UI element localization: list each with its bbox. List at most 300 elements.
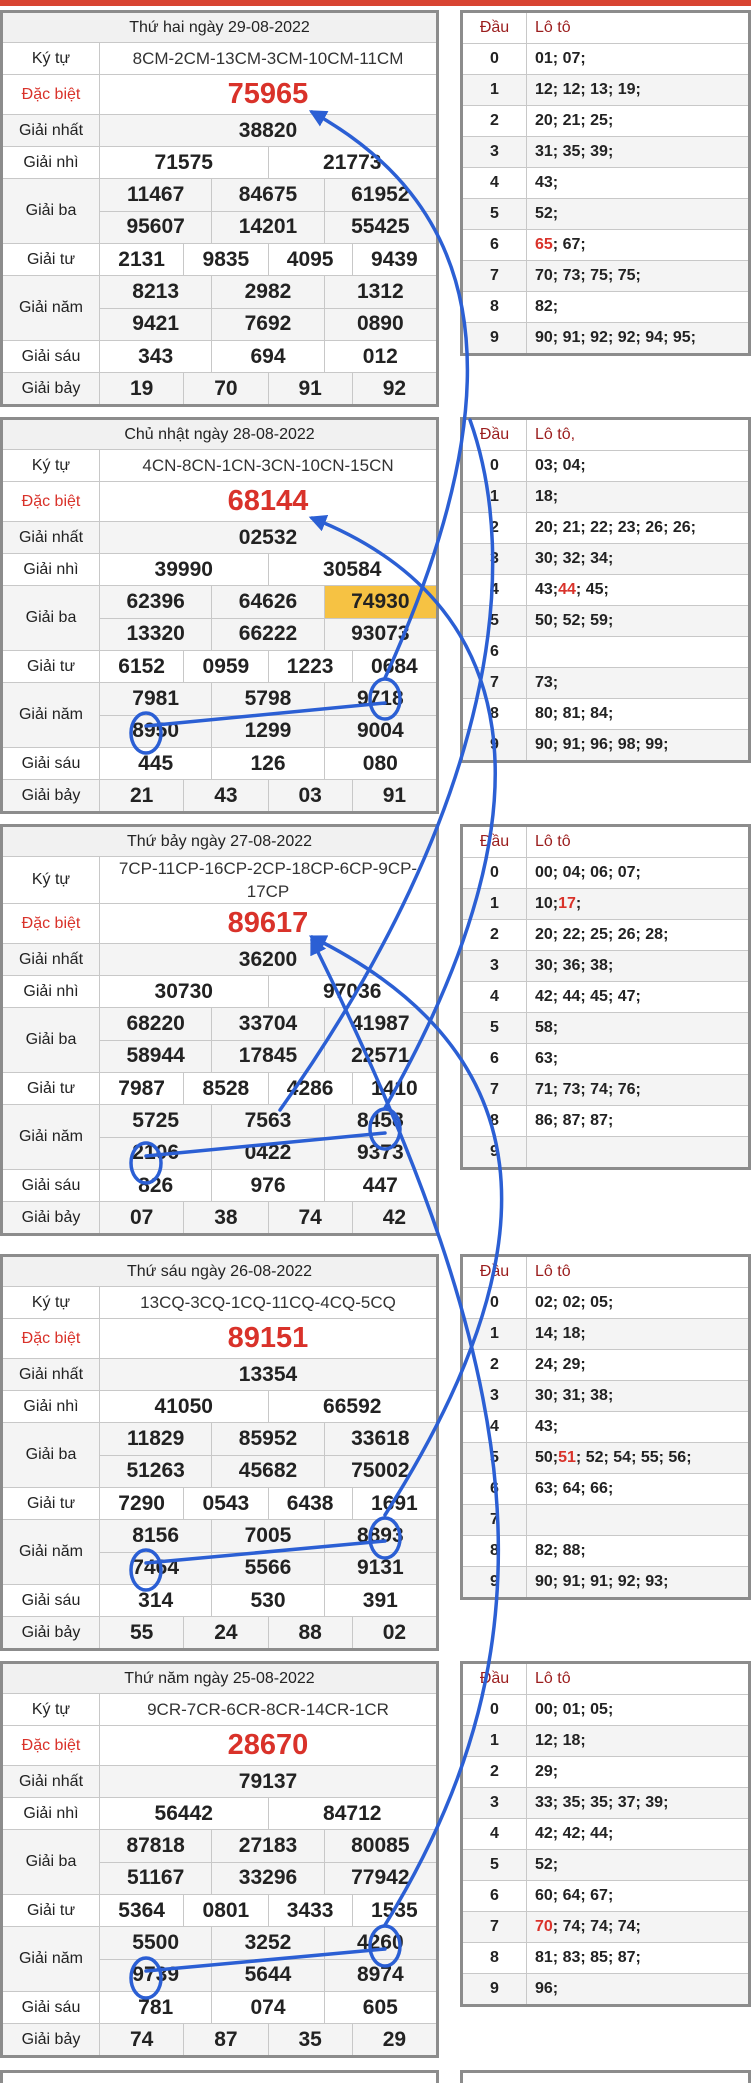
second-prize-number: 84712 xyxy=(268,1798,437,1829)
third-prize-number: 51263 xyxy=(126,1459,185,1483)
loto-row xyxy=(463,292,748,323)
fifth-prize-number: 7563 xyxy=(211,1105,323,1137)
row-label-giai-ba: Giải ba xyxy=(3,586,100,650)
loto-values: 50; 52; 59; xyxy=(535,612,614,629)
sixth-prize-number: 694 xyxy=(211,341,323,372)
loto-row xyxy=(463,1788,748,1819)
row-label-giai-nam: Giải năm xyxy=(3,1105,100,1169)
fourth-prize-number: 0801 xyxy=(183,1895,267,1926)
third-prize-number: 84675 xyxy=(211,179,323,211)
loto-values: 20; 21; 25; xyxy=(535,112,614,129)
loto-special-value: 44 xyxy=(558,581,576,598)
prize-values xyxy=(100,904,436,943)
prize-row-ky-tu xyxy=(3,43,436,75)
loto-head-column-label: Đầu xyxy=(463,827,527,857)
loto-head-digit: 3 xyxy=(463,137,527,167)
loto-row xyxy=(463,1943,748,1974)
fourth-prize-number: 7290 xyxy=(118,1491,165,1515)
loto-table xyxy=(460,417,751,763)
row-label-giai-sau: Giải sáu xyxy=(3,1992,100,2023)
loto-values xyxy=(527,889,748,919)
third-prize-number: 22571 xyxy=(324,1041,436,1073)
prize-row-giai-nhat xyxy=(3,522,436,554)
prize-values xyxy=(100,1105,436,1169)
loto-head-digit: 1 xyxy=(463,889,527,919)
loto-row xyxy=(463,1505,748,1536)
loto-values: 82; 88; xyxy=(535,1542,586,1559)
loto-head-digit: 8 xyxy=(463,699,527,729)
loto-values: 42; 42; 44; xyxy=(535,1825,614,1842)
special-prize-number: 68144 xyxy=(227,485,309,517)
loto-head-digit: 3 xyxy=(463,1381,527,1411)
prize-row-giai-tu xyxy=(3,1073,436,1105)
loto-values: 82; xyxy=(535,298,559,315)
prize-values xyxy=(100,522,436,553)
loto-values: 14; 18; xyxy=(535,1325,586,1342)
fifth-prize-number: 1299 xyxy=(211,716,323,748)
second-prize-number: 56442 xyxy=(154,1801,213,1825)
loto-row xyxy=(463,889,748,920)
fourth-prize-number: 2131 xyxy=(118,247,165,271)
row-label-giai-tu: Giải tư xyxy=(3,1073,100,1104)
fourth-prize-number: 9835 xyxy=(183,244,267,275)
loto-row xyxy=(463,1536,748,1567)
prize-row-giai-nhi xyxy=(3,976,436,1008)
loto-head-column-label: Đầu xyxy=(463,1664,527,1694)
loto-row xyxy=(463,1474,748,1505)
loto-head-digit: 4 xyxy=(463,982,527,1012)
draw-code: 4CN-8CN-1CN-3CN-10CN-15CN xyxy=(142,456,394,475)
prize-values xyxy=(100,1585,436,1616)
loto-head-digit: 2 xyxy=(463,1757,527,1787)
third-prize-number: 66222 xyxy=(211,619,323,651)
prize-values xyxy=(100,1895,436,1926)
row-label-giai-sau: Giải sáu xyxy=(3,748,100,779)
third-prize-number: 62396 xyxy=(126,589,185,613)
fifth-prize-number: 4260 xyxy=(324,1927,436,1959)
loto-values-post: ; 45; xyxy=(575,581,609,598)
prize-values xyxy=(100,1798,436,1829)
loto-head-digit: 6 xyxy=(463,1881,527,1911)
sixth-prize-number: 826 xyxy=(138,1173,174,1197)
loto-values: 71; 73; 74; 76; xyxy=(535,1081,641,1098)
loto-row xyxy=(463,920,748,951)
prize-values xyxy=(100,976,436,1007)
loto-head-digit: 4 xyxy=(463,575,527,605)
loto-head-digit: 4 xyxy=(463,1819,527,1849)
seventh-prize-number: 35 xyxy=(268,2024,352,2055)
special-prize-number: 89151 xyxy=(227,1322,309,1354)
prize-row-giai-ba xyxy=(3,1830,436,1895)
loto-values: 29; xyxy=(535,1763,559,1780)
third-prize-number: 55425 xyxy=(324,212,436,244)
prize-row-giai-sau xyxy=(3,1585,436,1617)
row-label-giai-nhat: Giải nhất xyxy=(3,1766,100,1797)
loto-values: 02; 02; 05; xyxy=(535,1294,614,1311)
third-prize-number: 27183 xyxy=(211,1830,323,1862)
first-prize-number: 38820 xyxy=(238,118,298,142)
loto-row xyxy=(463,1075,748,1106)
prize-row-dac-biet xyxy=(3,1319,436,1359)
prize-values xyxy=(100,276,436,340)
sixth-prize-number: 391 xyxy=(324,1585,436,1616)
third-prize-number: 75002 xyxy=(324,1456,436,1488)
row-label-giai-sau: Giải sáu xyxy=(3,1170,100,1201)
loto-row xyxy=(463,323,748,353)
loto-values xyxy=(527,230,748,260)
prize-row-giai-ba xyxy=(3,586,436,651)
loto-row xyxy=(463,1106,748,1137)
prize-row-giai-nam xyxy=(3,1927,436,1992)
prize-row-ky-tu xyxy=(3,1694,436,1726)
loto-values: 00; 01; 05; xyxy=(535,1701,614,1718)
fifth-prize-number: 9004 xyxy=(324,716,436,748)
loto-row xyxy=(463,1912,748,1943)
row-label-giai-tu: Giải tư xyxy=(3,244,100,275)
third-prize-number: 93073 xyxy=(324,619,436,651)
third-prize-number: 11467 xyxy=(127,182,185,206)
loto-header-row xyxy=(463,420,748,451)
loto-head-digit: 0 xyxy=(463,858,527,888)
prize-row-dac-biet xyxy=(3,1726,436,1766)
fifth-prize-number: 5500 xyxy=(132,1930,180,1954)
loto-header-row xyxy=(463,13,748,44)
prize-values xyxy=(100,75,436,114)
loto-row xyxy=(463,1381,748,1412)
fourth-prize-number: 4095 xyxy=(268,244,352,275)
prize-row-giai-nam xyxy=(3,683,436,748)
row-label-giai-ba: Giải ba xyxy=(3,1830,100,1894)
third-prize-number: 95607 xyxy=(126,215,185,239)
row-label-giai-ba: Giải ba xyxy=(3,179,100,243)
loto-values: 63; xyxy=(535,1050,559,1067)
prize-values xyxy=(100,857,436,903)
third-prize-number: 58944 xyxy=(126,1044,185,1068)
loto-row xyxy=(463,1137,748,1167)
row-label-giai-bay: Giải bảy xyxy=(3,1202,100,1233)
loto-values: 60; 64; 67; xyxy=(535,1887,614,1904)
row-label-giai-nam: Giải năm xyxy=(3,1927,100,1991)
loto-values xyxy=(527,575,748,605)
third-prize-number: 80085 xyxy=(324,1830,436,1862)
fourth-prize-number: 0543 xyxy=(183,1488,267,1519)
prize-row-ky-tu xyxy=(3,857,436,904)
results-date-title: Chủ nhật ngày 28-08-2022 xyxy=(3,420,436,450)
loto-column-label: Lô tô xyxy=(535,19,571,36)
prize-values xyxy=(100,1617,436,1648)
loto-row xyxy=(463,606,748,637)
draw-code: 7CP-11CP-16CP-2CP-18CP-6CP-9CP-17CP xyxy=(118,859,418,901)
prize-row-giai-tu xyxy=(3,651,436,683)
prize-row-giai-sau xyxy=(3,1170,436,1202)
loto-head-digit: 1 xyxy=(463,1726,527,1756)
loto-head-digit: 9 xyxy=(463,323,527,353)
loto-row xyxy=(463,1319,748,1350)
loto-values: 30; 32; 34; xyxy=(535,550,614,567)
loto-row xyxy=(463,1350,748,1381)
loto-head-digit: 8 xyxy=(463,1943,527,1973)
seventh-prize-number: 55 xyxy=(129,1620,154,1644)
row-label-dac-biet: Đặc biệt xyxy=(3,904,100,943)
prize-values xyxy=(100,1202,436,1233)
loto-row xyxy=(463,1757,748,1788)
loto-values: 90; 91; 92; 92; 94; 95; xyxy=(535,329,696,346)
loto-row xyxy=(463,451,748,482)
third-prize-number: 41987 xyxy=(324,1008,436,1040)
loto-values xyxy=(527,1443,748,1473)
sixth-prize-number: 781 xyxy=(138,1995,174,2019)
loto-values: 90; 91; 91; 92; 93; xyxy=(535,1573,669,1590)
third-prize-number: 14201 xyxy=(211,212,323,244)
prize-row-giai-nhat xyxy=(3,1766,436,1798)
row-label-giai-nhi: Giải nhì xyxy=(3,1391,100,1422)
loto-values-post: ; 52; 54; 55; 56; xyxy=(575,1449,692,1466)
row-label-giai-nam: Giải năm xyxy=(3,1520,100,1584)
prize-row-giai-nhi xyxy=(3,554,436,586)
seventh-prize-number: 38 xyxy=(183,1202,267,1233)
prize-values xyxy=(100,683,436,747)
loto-special-value: 70 xyxy=(535,1918,553,1935)
row-label-dac-biet: Đặc biệt xyxy=(3,1319,100,1358)
results-table xyxy=(0,10,439,407)
loto-head-digit: 7 xyxy=(463,1075,527,1105)
prize-values xyxy=(100,651,436,682)
loto-head-column-label: Đầu xyxy=(463,1257,527,1287)
loto-values: 80; 81; 84; xyxy=(535,705,614,722)
seventh-prize-number: 29 xyxy=(352,2024,436,2055)
prize-values xyxy=(100,1391,436,1422)
loto-head-digit: 9 xyxy=(463,730,527,760)
results-table xyxy=(0,824,439,1236)
loto-values: 86; 87; 87; xyxy=(535,1112,614,1129)
loto-row xyxy=(463,1726,748,1757)
fifth-prize-number: 7005 xyxy=(211,1520,323,1552)
loto-head-digit: 2 xyxy=(463,106,527,136)
draw-code: 8CM-2CM-13CM-3CM-10CM-11CM xyxy=(132,49,404,68)
prize-values xyxy=(100,1830,436,1894)
fourth-prize-number: 3433 xyxy=(268,1895,352,1926)
seventh-prize-number: 24 xyxy=(183,1617,267,1648)
prize-row-giai-bay xyxy=(3,780,436,811)
loto-row xyxy=(463,261,748,292)
loto-head-digit: 9 xyxy=(463,1137,527,1167)
loto-values: 30; 36; 38; xyxy=(535,957,614,974)
loto-values-post: ; 67; xyxy=(552,236,586,253)
first-prize-number: 79137 xyxy=(238,1769,298,1793)
loto-row xyxy=(463,230,748,261)
loto-table xyxy=(460,1661,751,2007)
loto-head-digit: 7 xyxy=(463,1505,527,1535)
loto-header-row xyxy=(463,827,748,858)
prize-row-ky-tu xyxy=(3,450,436,482)
second-prize-number: 30584 xyxy=(268,554,437,585)
prize-row-giai-bay xyxy=(3,2024,436,2055)
prize-values xyxy=(100,1488,436,1519)
prize-values xyxy=(100,1170,436,1201)
prize-values xyxy=(100,554,436,585)
loto-values: 12; 12; 13; 19; xyxy=(535,81,641,98)
row-label-giai-bay: Giải bảy xyxy=(3,1617,100,1648)
seventh-prize-number: 74 xyxy=(268,1202,352,1233)
loto-head-digit: 7 xyxy=(463,261,527,291)
loto-values: 01; 07; xyxy=(535,50,586,67)
next-loto-table-partial xyxy=(460,2070,751,2083)
sixth-prize-number: 605 xyxy=(324,1992,436,2023)
results-table xyxy=(0,1661,439,2058)
prize-values xyxy=(100,586,436,650)
row-label-giai-bay: Giải bảy xyxy=(3,780,100,811)
loto-row xyxy=(463,858,748,889)
loto-row xyxy=(463,1288,748,1319)
fifth-prize-number: 9421 xyxy=(132,312,180,336)
prize-row-giai-ba xyxy=(3,179,436,244)
third-prize-number: 64626 xyxy=(211,586,323,618)
prize-row-giai-sau xyxy=(3,748,436,780)
prize-values xyxy=(100,1726,436,1765)
first-prize-number: 13354 xyxy=(238,1362,298,1386)
fourth-prize-number: 0959 xyxy=(183,651,267,682)
row-label-giai-tu: Giải tư xyxy=(3,1488,100,1519)
fourth-prize-number: 4286 xyxy=(268,1073,352,1104)
sixth-prize-number: 080 xyxy=(324,748,436,779)
prize-row-giai-nam xyxy=(3,1520,436,1585)
third-prize-number: 45682 xyxy=(211,1456,323,1488)
loto-head-digit: 1 xyxy=(463,75,527,105)
prize-values xyxy=(100,2024,436,2055)
loto-row xyxy=(463,1974,748,2004)
seventh-prize-number: 07 xyxy=(129,1205,154,1229)
row-label-giai-nhat: Giải nhất xyxy=(3,1359,100,1390)
loto-special-value: 65 xyxy=(535,236,553,253)
loto-values: 81; 83; 85; 87; xyxy=(535,1949,641,1966)
prize-row-dac-biet xyxy=(3,75,436,115)
fifth-prize-number: 7692 xyxy=(211,309,323,341)
fourth-prize-number: 9439 xyxy=(352,244,436,275)
third-prize-number: 68220 xyxy=(126,1011,185,1035)
loto-values: 96; xyxy=(535,1980,559,1997)
prize-row-giai-bay xyxy=(3,373,436,404)
loto-row xyxy=(463,1567,748,1597)
loto-head-digit: 6 xyxy=(463,1474,527,1504)
loto-values: 33; 35; 35; 37; 39; xyxy=(535,1794,669,1811)
loto-head-column-label: Đầu xyxy=(463,420,527,450)
fifth-prize-number: 8974 xyxy=(324,1960,436,1992)
loto-head-digit: 9 xyxy=(463,1567,527,1597)
row-label-ky-tu: Ký tự xyxy=(3,1694,100,1725)
row-label-giai-nhat: Giải nhất xyxy=(3,115,100,146)
loto-values: 30; 31; 38; xyxy=(535,1387,614,1404)
loto-head-digit: 0 xyxy=(463,1695,527,1725)
loto-head-digit: 2 xyxy=(463,920,527,950)
third-prize-number: 77942 xyxy=(324,1863,436,1895)
prize-row-ky-tu xyxy=(3,1287,436,1319)
seventh-prize-number: 74 xyxy=(129,2027,154,2051)
loto-row xyxy=(463,1443,748,1474)
loto-column-label: Lô tô xyxy=(535,1670,571,1687)
seventh-prize-number: 19 xyxy=(129,376,154,400)
seventh-prize-number: 92 xyxy=(352,373,436,404)
prize-values xyxy=(100,1766,436,1797)
loto-head-digit: 0 xyxy=(463,44,527,74)
prize-values xyxy=(100,748,436,779)
row-label-giai-tu: Giải tư xyxy=(3,651,100,682)
loto-values-pre: 10; xyxy=(535,895,559,912)
loto-values xyxy=(527,1137,748,1167)
row-label-dac-biet: Đặc biệt xyxy=(3,1726,100,1765)
loto-head-digit: 8 xyxy=(463,292,527,322)
special-prize-number: 89617 xyxy=(227,907,309,939)
loto-head-digit: 7 xyxy=(463,1912,527,1942)
loto-head-digit: 2 xyxy=(463,513,527,543)
fifth-prize-number: 9373 xyxy=(324,1138,436,1170)
loto-values: 18; xyxy=(535,488,559,505)
third-prize-number: 13320 xyxy=(126,622,185,646)
prize-row-giai-ba xyxy=(3,1008,436,1073)
loto-values: 24; 29; xyxy=(535,1356,586,1373)
third-prize-number: 74930 xyxy=(324,586,436,618)
fourth-prize-number: 5364 xyxy=(118,1898,165,1922)
prize-values xyxy=(100,179,436,243)
loto-head-column-label: Đầu xyxy=(463,13,527,43)
fourth-prize-number: 1535 xyxy=(352,1895,436,1926)
loto-values: 58; xyxy=(535,1019,559,1036)
sixth-prize-number: 314 xyxy=(138,1588,174,1612)
fifth-prize-number: 8156 xyxy=(132,1523,180,1547)
prize-row-giai-sau xyxy=(3,341,436,373)
row-label-giai-nhat: Giải nhất xyxy=(3,522,100,553)
loto-values: 03; 04; xyxy=(535,457,586,474)
third-prize-number: 61952 xyxy=(324,179,436,211)
prize-row-giai-ba xyxy=(3,1423,436,1488)
loto-row xyxy=(463,168,748,199)
sixth-prize-number: 445 xyxy=(138,751,174,775)
seventh-prize-number: 91 xyxy=(268,373,352,404)
loto-values: 12; 18; xyxy=(535,1732,586,1749)
loto-row xyxy=(463,1044,748,1075)
results-table xyxy=(0,1254,439,1651)
seventh-prize-number: 88 xyxy=(268,1617,352,1648)
day-block xyxy=(0,1651,751,2057)
prize-row-dac-biet xyxy=(3,904,436,944)
prize-values xyxy=(100,1992,436,2023)
loto-row xyxy=(463,951,748,982)
prize-row-giai-nhat xyxy=(3,1359,436,1391)
fifth-prize-number: 2982 xyxy=(211,276,323,308)
row-label-ky-tu: Ký tự xyxy=(3,1287,100,1318)
fifth-prize-number: 2106 xyxy=(132,1141,180,1165)
fourth-prize-number: 1410 xyxy=(352,1073,436,1104)
loto-row xyxy=(463,513,748,544)
loto-row xyxy=(463,137,748,168)
prize-values xyxy=(100,1694,436,1725)
prize-row-giai-nhat xyxy=(3,115,436,147)
loto-values xyxy=(527,1912,748,1942)
prize-row-giai-nhat xyxy=(3,944,436,976)
row-label-giai-ba: Giải ba xyxy=(3,1423,100,1487)
second-prize-number: 30730 xyxy=(154,979,213,1003)
loto-head-digit: 5 xyxy=(463,1443,527,1473)
loto-head-digit: 8 xyxy=(463,1536,527,1566)
fifth-prize-number: 9739 xyxy=(132,1963,180,1987)
loto-head-digit: 3 xyxy=(463,951,527,981)
loto-row xyxy=(463,482,748,513)
loto-values-pre: 50; xyxy=(535,1449,559,1466)
next-result-table-partial xyxy=(0,2070,439,2083)
second-prize-number: 71575 xyxy=(154,150,213,174)
prize-row-giai-bay xyxy=(3,1617,436,1648)
special-prize-number: 75965 xyxy=(227,78,309,110)
loto-head-digit: 6 xyxy=(463,230,527,260)
